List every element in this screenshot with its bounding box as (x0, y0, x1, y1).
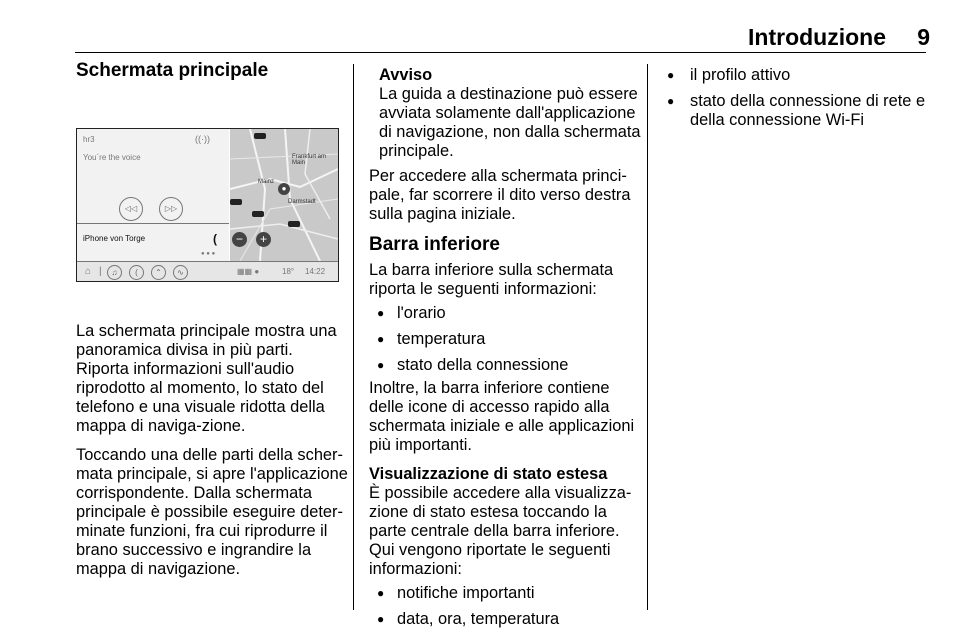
road-label (230, 199, 242, 205)
section-heading-schermata-principale: Schermata principale (76, 60, 269, 81)
paragraph: La barra inferiore sulla schermata riporta le seguenti informazioni: (369, 261, 614, 298)
list-item: ● notifiche importanti (369, 584, 641, 603)
navigation-icon[interactable]: ⌃ (151, 265, 166, 280)
audio-icon[interactable]: ♫ (107, 265, 122, 280)
audio-phone-panel (77, 129, 229, 261)
zoom-out-button[interactable]: − (232, 232, 247, 247)
separator-icon: | (99, 266, 102, 277)
paragraph: È possibile accedere alla visualizza-zione di stato estesa toccando la parte centrale della barra inferiore. Qui vengono riportate le seguenti informazioni: (369, 484, 632, 578)
column-divider-1 (353, 64, 354, 610)
page-dots: ● ● ● (201, 251, 216, 257)
paragraph: Toccando una delle parti della scher-mata principale, si apre l'applicazione corrispondente. Dalla schermata principale è possibile eseguire deter-minate funzioni, fra cui riprodurre il brano successivo e ingrandire la mappa di navigazione. (76, 446, 348, 578)
paragraph: La schermata principale mostra una panoramica divisa in più parti. Riporta informazioni sull'audio riprodotto al momento, lo stato del telefono e una visuale ridotta della mappa di naviga-zione. (76, 322, 337, 435)
column-divider-2 (647, 64, 648, 610)
bottom-bar (77, 261, 338, 282)
list-item: ● temperatura (369, 330, 641, 349)
subheading-stato-estesa: Visualizzazione di stato estesa (369, 465, 608, 483)
paragraph: Per accedere alla schermata princi-pale, far scorrere il dito verso destra sulla pagina iniziale. (369, 167, 631, 223)
road-label (252, 211, 264, 217)
temperature-display: 18° (282, 267, 295, 276)
extended-status-list (369, 584, 641, 629)
bottom-bar-info-list (369, 304, 641, 375)
page-header-title: Introduzione (748, 24, 886, 50)
header-rule (75, 52, 926, 53)
projection-icon[interactable]: ∿ (173, 265, 188, 280)
home-icon[interactable]: ⌂ (85, 266, 92, 277)
map-city-darmstadt: Darmstadt (288, 199, 316, 205)
map-city-mainz: Mainz (258, 179, 275, 185)
zoom-in-button[interactable]: + (256, 232, 271, 247)
road-label (254, 133, 266, 139)
column-1-body (76, 322, 348, 589)
map-city-frankfurt: Frankfurt am Main (292, 154, 327, 166)
paragraph: Inoltre, la barra inferiore contiene delle icone di accesso rapido alla schermata iniziale e alle applicazioni più importanti. (369, 379, 635, 454)
column-1 (76, 60, 348, 82)
next-track-icon: ▷▷ (159, 197, 183, 221)
panel-divider (77, 223, 229, 224)
station-tagline: You´re the voice (83, 153, 141, 162)
list-item: ● il profilo attivo (663, 66, 935, 85)
position-marker-icon: ● (278, 183, 290, 195)
list-item: ● stato della connessione di rete e della connessione Wi-Fi (663, 92, 935, 130)
radio-signal-icon: ((·)) (195, 134, 210, 144)
column-3 (663, 66, 935, 138)
section-heading-barra-inferiore: Barra inferiore (369, 234, 500, 255)
home-screen-figure (76, 128, 339, 282)
previous-track-icon: ◁◁ (119, 197, 143, 221)
notice-text: La guida a destinazione può essere avviata solamente dall'applicazione di navigazione, non dalla schermata principale. (379, 85, 641, 160)
notice-box (369, 66, 641, 161)
phone-name: iPhone von Torge (83, 234, 146, 243)
status-icons[interactable]: ▦▦ ● (237, 267, 260, 276)
road-label (288, 221, 300, 227)
phone-app-icon[interactable]: ( (129, 265, 144, 280)
list-item: ● data, ora, temperatura (369, 610, 641, 629)
list-item: ● stato della connessione (369, 356, 641, 375)
station-name: hr3 (83, 135, 95, 144)
clock-display: 14:22 (305, 267, 326, 276)
map-panel (230, 129, 338, 261)
list-item: ● l'orario (369, 304, 641, 323)
extended-status-list-continued (663, 66, 935, 130)
page-number: 9 (917, 24, 930, 50)
phone-icon: ( (213, 232, 217, 246)
column-2 (369, 66, 641, 637)
notice-title: Avviso (379, 66, 433, 84)
